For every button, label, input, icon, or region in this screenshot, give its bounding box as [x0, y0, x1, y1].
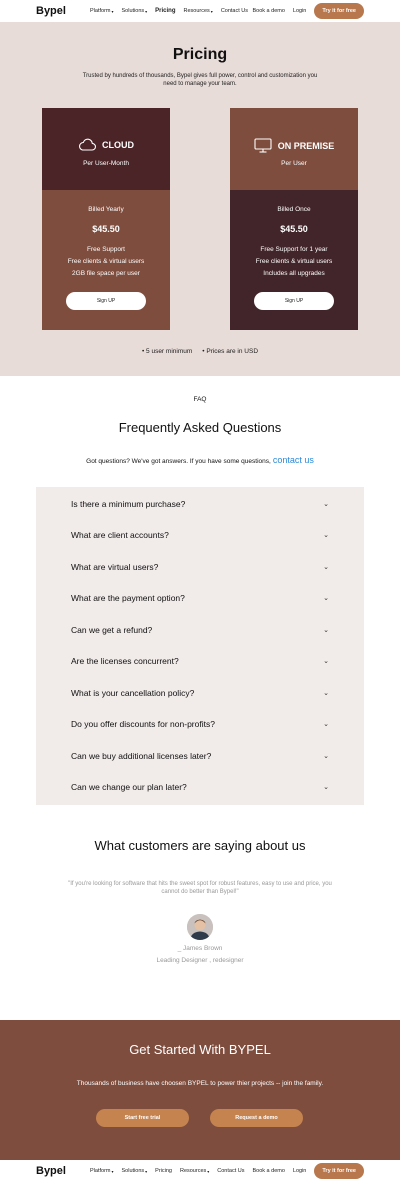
cloud-signup-button[interactable]: Sign UP [66, 292, 146, 310]
chevron-down-icon: ⌄ [323, 627, 329, 634]
footer-try-free-button[interactable]: Try it for free [314, 1163, 364, 1179]
faq-item[interactable] [71, 654, 329, 668]
cloud-feature: Free clients & virtual users [67, 258, 145, 265]
cloud-card-body [42, 190, 170, 330]
pricing-notes [0, 348, 400, 355]
chevron-down-icon: ▾ [210, 8, 213, 14]
faq-item[interactable] [71, 717, 329, 731]
chevron-down-icon: ⌄ [323, 532, 329, 539]
request-demo-button[interactable]: Request a demo [210, 1109, 303, 1127]
footer-navbar [0, 1160, 400, 1182]
faq-item[interactable] [71, 560, 329, 574]
chevron-down-icon: ▾ [111, 1168, 114, 1174]
start-trial-button[interactable]: Start free trial [96, 1109, 189, 1127]
nav-resources-label: Resources [183, 8, 210, 14]
footer-nav-solutions[interactable] [122, 1168, 148, 1174]
cloud-plan-name [42, 138, 170, 151]
faq-question: What are the payment option? [71, 593, 185, 603]
cloud-card-header [42, 108, 170, 190]
try-free-button[interactable]: Try it for free [314, 3, 364, 19]
top-navbar [0, 0, 400, 22]
premise-features [230, 244, 358, 280]
faq-question: Can we change our plan later? [71, 782, 187, 792]
footer-book-demo-link[interactable]: Book a demo [252, 1168, 285, 1174]
faq-item[interactable] [71, 780, 329, 794]
faq-question: What is your cancellation policy? [71, 688, 195, 698]
premise-price: $45.50 [280, 224, 308, 234]
faq-question: What are virtual users? [71, 562, 159, 572]
pricing-section [0, 22, 400, 376]
pricing-title: Pricing [172, 46, 228, 63]
monitor-icon [254, 138, 272, 153]
footer-nav-platform[interactable] [90, 1168, 114, 1174]
premise-card-header [230, 108, 358, 190]
chevron-down-icon: ⌄ [323, 721, 329, 728]
chevron-down-icon: ⌄ [323, 564, 329, 571]
faq-question: Can we get a refund? [71, 625, 153, 635]
faq-question: Is there a minimum purchase? [71, 499, 186, 509]
footer-nav-contact[interactable]: Contact Us [217, 1168, 245, 1174]
cloud-feature: 2GB file space per user [72, 270, 140, 277]
chevron-down-icon: ⌄ [323, 501, 329, 508]
testimonial-title: What customers are saying about us [94, 838, 306, 853]
premise-plan-label: ON PREMISE [277, 140, 335, 151]
faq-title: Frequently Asked Questions [118, 420, 282, 435]
nav-resources[interactable] [184, 8, 213, 14]
faq-item[interactable] [71, 623, 329, 637]
footer-logo[interactable]: Bypel [36, 1165, 66, 1177]
footer-nav-resources[interactable] [180, 1168, 209, 1174]
chevron-down-icon: ⌄ [323, 753, 329, 760]
premise-feature: Free Support for 1 year [260, 246, 328, 253]
nav-pricing[interactable]: Pricing [155, 8, 176, 14]
cloud-price: $45.50 [92, 224, 120, 234]
login-link[interactable]: Login [292, 8, 307, 14]
faq-item[interactable] [71, 591, 329, 605]
footer-nav-platform-label: Platform [90, 1168, 111, 1174]
chevron-down-icon: ▾ [207, 1168, 210, 1174]
premise-plan-card [230, 108, 358, 330]
premise-per: Per User [281, 160, 307, 167]
faq-question: Can we buy additional licenses later? [71, 751, 212, 761]
note-currency: • Prices are in USD [202, 348, 259, 355]
faq-item[interactable] [71, 749, 329, 763]
faq-subtitle [0, 455, 400, 465]
cloud-plan-label: CLOUD [102, 139, 134, 150]
footer-nav-actions [252, 1163, 364, 1179]
cta-subtitle: Thousands of business have choosen BYPEL to power thier projects -- join the family. [76, 1080, 324, 1087]
logo[interactable]: Bypel [36, 5, 66, 17]
premise-billed: Billed Once [277, 206, 311, 213]
nav-contact[interactable]: Contact Us [220, 8, 249, 14]
nav-platform[interactable] [90, 8, 114, 14]
footer-nav-solutions-label: Solutions [121, 1168, 145, 1174]
footer-login-link[interactable]: Login [292, 1168, 307, 1174]
premise-feature: Free clients & virtual users [255, 258, 333, 265]
faq-question: Are the licenses concurrent? [71, 656, 179, 666]
chevron-down-icon: ⌄ [323, 690, 329, 697]
testimonial-quote: "If you're looking for software that hits the sweet spot for robust features, easy to use and price, you cannot do better than Bypel!" [68, 881, 332, 895]
nav-links [90, 8, 248, 14]
cloud-plan-card [42, 108, 170, 330]
chevron-down-icon: ⌄ [323, 784, 329, 791]
premise-signup-button[interactable]: Sign UP [254, 292, 334, 310]
cloud-per: Per User-Month [83, 160, 129, 167]
faq-question: Do you offer discounts for non-profits? [71, 719, 215, 729]
pricing-subtitle: Trusted by hundreds of thousands, Bypel gives full power, control and customization you need to manage your team. [82, 73, 318, 87]
faq-sub-text: Got questions? We've got answers. If you have some questions, [86, 458, 271, 465]
avatar-image [187, 914, 213, 940]
nav-solutions[interactable] [122, 8, 148, 14]
nav-solutions-label: Solutions [121, 8, 145, 14]
premise-feature: Includes all upgrades [263, 270, 325, 277]
faq-item[interactable] [71, 686, 329, 700]
premise-card-body [230, 190, 358, 330]
faq-label: FAQ [193, 396, 207, 403]
cta-title: Get Started With BYPEL [129, 1042, 271, 1057]
premise-plan-name [230, 138, 358, 153]
footer-nav-resources-label: Resources [179, 1168, 207, 1174]
nav-actions [252, 3, 364, 19]
chevron-down-icon: ▾ [145, 1168, 148, 1174]
cloud-feature: Free Support [87, 246, 125, 253]
chevron-down-icon: ▾ [111, 8, 114, 14]
faq-question: What are client accounts? [71, 530, 169, 540]
nav-platform-label: Platform [90, 8, 111, 14]
footer-nav-pricing[interactable]: Pricing [155, 1168, 172, 1174]
faq-item[interactable] [71, 528, 329, 542]
chevron-down-icon: ⌄ [323, 658, 329, 665]
testimonial-role: Leading Designer , redesigner [156, 957, 244, 964]
note-min-users: • 5 user minimum [141, 348, 193, 355]
chevron-down-icon: ⌄ [323, 595, 329, 602]
faq-item[interactable] [71, 497, 329, 511]
chevron-down-icon: ▾ [145, 8, 148, 14]
cta-section [0, 1020, 400, 1160]
footer-nav-links [90, 1168, 245, 1174]
cloud-features [42, 244, 170, 280]
testimonial-name: _ James Brown [177, 945, 223, 952]
contact-us-link[interactable]: contact us [272, 455, 314, 465]
book-demo-link[interactable]: Book a demo [252, 8, 285, 14]
faq-list [36, 487, 364, 805]
cloud-icon [78, 138, 96, 151]
avatar [187, 914, 213, 940]
cloud-billed: Billed Yearly [88, 206, 124, 213]
